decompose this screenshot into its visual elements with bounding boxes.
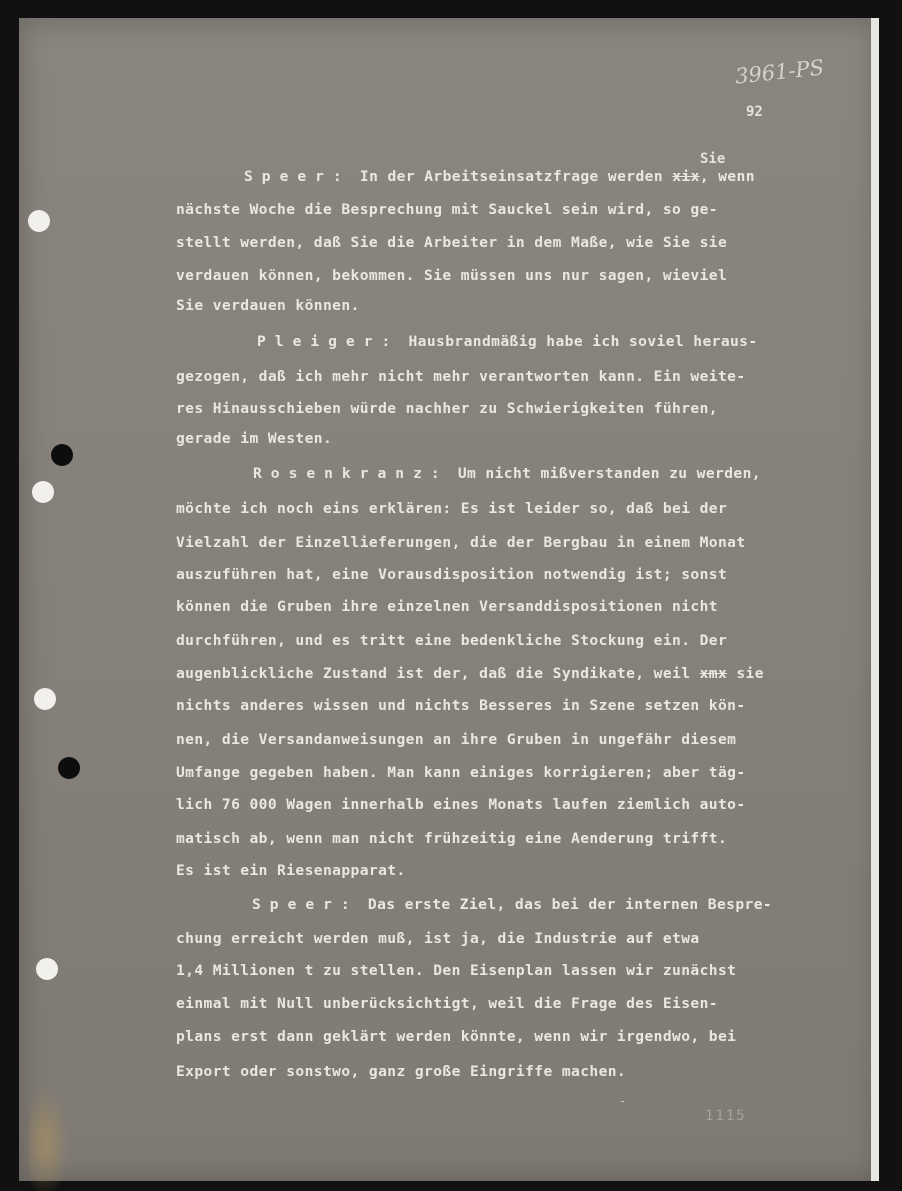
text-line: matisch ab, wenn man nicht frühzeitig eine Aenderung trifft. — [176, 830, 728, 847]
text-line: einmal mit Null unberücksichtigt, weil die Frage des Eisen- — [176, 995, 718, 1012]
speaker-name: Pleiger: — [257, 333, 400, 350]
bottom-mark: - — [619, 1094, 627, 1108]
text-line: 1,4 Millionen t zu stellen. Den Eisenplan lassen wir zunächst — [176, 962, 737, 979]
paper-edge — [871, 18, 879, 1181]
text-line: stellt werden, daß Sie die Arbeiter in dem Maße, wie Sie sie — [176, 234, 728, 251]
speaker-name: Rosenkranz: — [253, 465, 449, 482]
inserted-word: Sie — [700, 151, 726, 167]
text-line: Vielzahl der Einzellieferungen, die der Bergbau in einem Monat — [176, 534, 746, 551]
text-line: Es ist ein Riesenapparat. — [176, 862, 406, 879]
struck-text: xmx — [699, 665, 728, 682]
text-line: Pleiger: Hausbrandmäßig habe ich soviel heraus- — [257, 333, 758, 350]
punch-hole — [32, 481, 54, 503]
text-line: möchte ich noch eins erklären: Es ist leider so, daß bei der — [176, 500, 728, 517]
text-line: Umfange gegeben haben. Man kann einiges korrigieren; aber täg- — [176, 764, 746, 781]
page-number: 92 — [746, 104, 763, 120]
text-line: Speer: In der Arbeitseinsatzfrage werden xix, wenn — [244, 168, 755, 185]
text-line: lich 76 000 Wagen innerhalb eines Monats laufen ziemlich auto- — [176, 796, 746, 813]
text-line: gezogen, daß ich mehr nicht mehr verantworten kann. Ein weite- — [176, 368, 746, 385]
text-line: nen, die Versandanweisungen an ihre Gruben in ungefähr diesem — [176, 731, 737, 748]
faded-page-number: 1115 — [705, 1108, 747, 1124]
text-line: chung erreicht werden muß, ist ja, die Industrie auf etwa — [176, 930, 700, 947]
text-line: nächste Woche die Besprechung mit Sauckel sein wird, so ge- — [176, 201, 718, 218]
punch-hole — [28, 210, 50, 232]
text-line: augenblickliche Zustand ist der, daß die Syndikate, weil xmx sie — [176, 665, 764, 682]
text-line: nichts anderes wissen und nichts Besseres in Szene setzen kön- — [176, 697, 746, 714]
text-line: Export oder sonstwo, ganz große Eingriffe machen. — [176, 1063, 627, 1080]
text-line: Speer: Das erste Ziel, das bei der internen Bespre- — [252, 896, 773, 913]
text-line: plans erst dann geklärt werden könnte, wenn wir irgendwo, bei — [176, 1028, 737, 1045]
speaker-name: Speer: — [252, 896, 359, 913]
speaker-name: Speer: — [244, 168, 351, 185]
punch-hole — [36, 958, 58, 980]
text-line: können die Gruben ihre einzelnen Versanddispositionen nicht — [176, 598, 718, 615]
struck-text: xix — [672, 168, 700, 185]
paper-stain — [29, 1088, 69, 1191]
text-line: verdauen können, bekommen. Sie müssen uns nur sagen, wieviel — [176, 267, 728, 284]
text-line: durchführen, und es tritt eine bedenkliche Stockung ein. Der — [176, 632, 728, 649]
archive-number: 3961-PS — [733, 55, 826, 89]
text-line: auszuführen hat, eine Vorausdisposition notwendig ist; sonst — [176, 566, 728, 583]
punch-hole — [34, 688, 56, 710]
text-line: res Hinausschieben würde nachher zu Schwierigkeiten führen, — [176, 400, 718, 417]
text-line: Sie verdauen können. — [176, 297, 360, 314]
punch-hole — [51, 444, 73, 466]
text-line: gerade im Westen. — [176, 430, 333, 447]
punch-hole — [58, 757, 80, 779]
text-line: Rosenkranz: Um nicht mißverstanden zu werden, — [253, 465, 761, 482]
